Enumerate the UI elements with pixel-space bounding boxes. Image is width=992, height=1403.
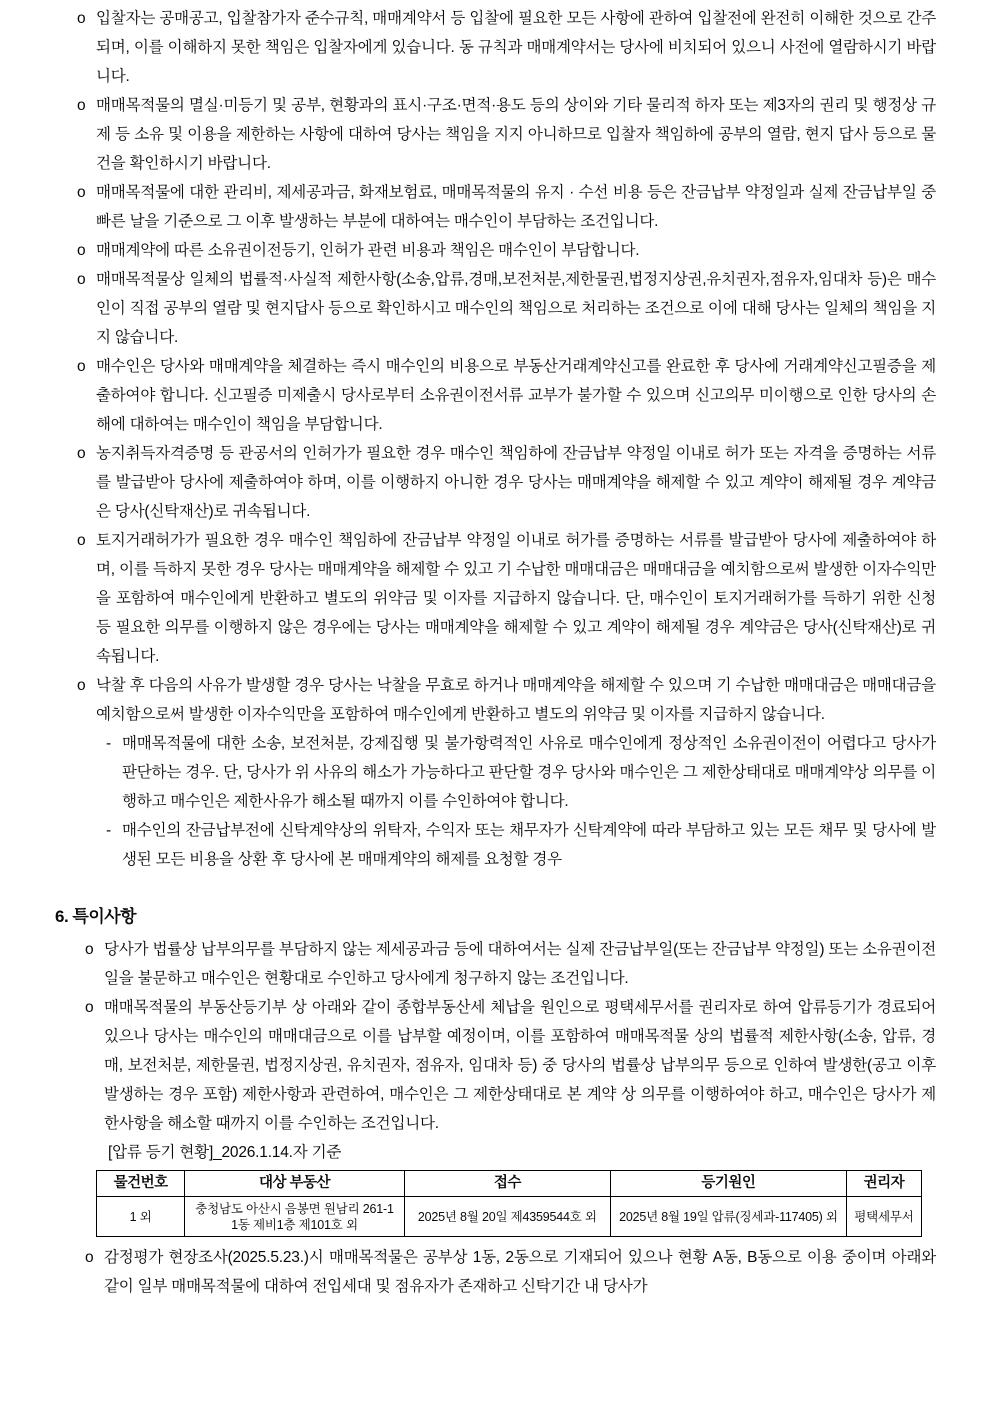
table-header-row — [97, 1171, 922, 1197]
seizure-status-caption: [압류 등기 현황]_2026.1.14.자 기준 — [108, 1144, 342, 1161]
term-item — [75, 526, 936, 671]
bullet-marker: o — [85, 941, 94, 958]
term-text: 당사가 법률상 납부의무를 부담하지 않는 제세공과금 등에 대하여서는 실제 잔금납부일(또는 잔금납부 약정일) 또는 소유권이전일을 불문하고 매수인은 현황대로 수인하고 당사에게 청구하지 않는 조건입니다. — [104, 941, 936, 987]
col-header-registration-cause: 등기원인 — [610, 1171, 846, 1197]
col-header-property: 대상 부동산 — [185, 1171, 404, 1197]
term-text: 매매목적물의 부동산등기부 상 아래와 같이 종합부동산세 체납을 원인으로 평택세무서를 권리자로 하여 압류등기가 경료되어 있으나 당사는 매수인의 매매대금으로 이를 납부할 예정이며, 이를 포함하여 매매목적물 상의 법률적 제한사항(소송, 압류, 경매, 보전처분, 제한물권, 법정지상권, 유치권자, 점유자, 임대차 등) 중 당사의 법률상 납부의무 등으로 인하여 발생한(공고 이후 발생하는 경우 포함) 제한사항과 관련하여, 매수인은 그 제한상태대로 본 계약 상 의무를 이행하여야 하고, 매수인은 당사가 제한사항을 해소할 때까지 이를 수인하는 조건입니다. — [104, 999, 936, 1132]
cell-property: 충청남도 아산시 음봉면 원남리 261-1 1동 제비1층 제101호 외 — [185, 1197, 404, 1237]
term-item — [83, 993, 936, 1138]
term-text: 감정평가 현장조사(2025.5.23.)시 매매목적물은 공부상 1동, 2동으로 기재되어 있으나 현황 A동, B동으로 이용 중이며 아래와 같이 일부 매매목적물에 대하여 전입세대 및 점유자가 존재하고 신탁기간 내 당사가 — [104, 1249, 936, 1295]
bullet-marker: o — [77, 10, 86, 27]
bullet-marker: o — [85, 1249, 94, 1266]
special-terms-list — [83, 935, 936, 1301]
term-subitem — [101, 816, 936, 874]
bullet-marker: o — [77, 358, 86, 375]
term-item — [75, 265, 936, 352]
term-item — [83, 935, 936, 993]
term-text: 매매목적물에 대한 소송, 보전처분, 강제집행 및 불가항력적인 사유로 매수인에게 정상적인 소유권이전이 어렵다고 당사가 판단하는 경우. 단, 당사가 위 사유의 해소가 가능하다고 판단할 경우 당사와 매수인은 그 제한상태대로 매매계약상 의무를 이행하고 매수인은 제한사유가 해소될 때까지 이를 수인하여야 합니다. — [122, 735, 936, 810]
cell-receipt: 2025년 8월 20일 제4359544호 외 — [404, 1197, 610, 1237]
term-text: 농지취득자격증명 등 관공서의 인허가가 필요한 경우 매수인 책임하에 잔금납부 약정일 이내로 허가 또는 자격을 증명하는 서류를 발급받아 당사에 제출하여야 하며, 이를 이행하지 아니한 경우 당사는 매매계약을 해제할 수 있고 계약이 해제될 경우 계약금은 당사(신탁재산)로 귀속됩니다. — [96, 445, 936, 520]
cell-item-no: 1 외 — [97, 1197, 185, 1237]
bullet-marker: o — [77, 242, 86, 259]
bullet-marker: o — [77, 97, 86, 114]
section-heading: 6. 특이사항 — [55, 907, 137, 926]
bullet-marker: o — [77, 532, 86, 549]
term-text: 매수인은 당사와 매매계약을 체결하는 즉시 매수인의 비용으로 부동산거래계약신고를 완료한 후 당사에 거래계약신고필증을 제출하여야 합니다. 신고필증 미제출시 당사로부터 소유권이전서류 교부가 불가할 수 있으며 신고의무 미이행으로 인한 당사의 손해에 대하여는 매수인이 책임을 부담합니다. — [96, 358, 936, 433]
term-text: 매매목적물에 대한 관리비, 제세공과금, 화재보험료, 매매목적물의 유지 · 수선 비용 등은 잔금납부 약정일과 실제 잔금납부일 중 빠른 날을 기준으로 그 이후 발생하는 부분에 대하여는 매수인이 부담하는 조건입니다. — [96, 184, 936, 230]
dash-marker: - — [106, 735, 111, 752]
dash-marker: - — [106, 822, 111, 839]
term-item — [75, 439, 936, 526]
term-item — [75, 236, 936, 265]
term-item — [75, 671, 936, 729]
terms-list — [75, 4, 936, 874]
bullet-marker: o — [77, 445, 86, 462]
term-text: 매수인의 잔금납부전에 신탁계약상의 위탁자, 수익자 또는 채무자가 신탁계약에 따라 부담하고 있는 모든 채무 및 당사에 발생된 모든 비용을 상환 후 당사에 본 매매계약의 해제를 요청할 경우 — [122, 822, 936, 868]
term-text: 토지거래허가가 필요한 경우 매수인 책임하에 잔금납부 약정일 이내로 허가를 증명하는 서류를 발급받아 당사에 제출하여야 하며, 이를 득하지 못한 경우 당사는 매매계약을 해제할 수 있고 기 수납한 매매대금은 매매대금을 예치함으로써 발생한 이자수익만을 포함하여 매수인에게 반환하고 별도의 위약금 및 이자를 지급하지 않습니다. 단, 매수인이 토지거래허가를 득하기 위한 신청 등 필요한 의무를 이행하지 않은 경우에는 당사는 매매계약을 해제할 수 있고 계약이 해제될 경우 계약금은 당사(신탁재산)로 귀속됩니다. — [96, 532, 936, 665]
term-text: 매매목적물의 멸실·미등기 및 공부, 현황과의 표시·구조·면적·용도 등의 상이와 기타 물리적 하자 또는 제3자의 권리 및 행정상 규제 등 소유 및 이용을 제한하는 사항에 대하여 당사는 책임을 지지 아니하므로 입찰자 책임하에 공부의 열람, 현지 답사 등으로 물건을 확인하시기 바랍니다. — [96, 97, 936, 172]
bullet-marker: o — [77, 271, 86, 288]
bullet-marker: o — [77, 184, 86, 201]
seizure-table — [96, 1170, 922, 1237]
col-header-rights-holder: 권리자 — [846, 1171, 921, 1197]
term-text: 매매목적물상 일체의 법률적·사실적 제한사항(소송,압류,경매,보전처분,제한물권,법정지상권,유치권자,점유자,임대차 등)은 매수인이 직접 공부의 열람 및 현지답사 등으로 확인하시고 매수인의 책임으로 처리하는 조건으로 이에 대해 당사는 일체의 책임을 지지 않습니다. — [96, 271, 936, 346]
bullet-marker: o — [85, 999, 94, 1016]
appraisal-note-item — [83, 1243, 936, 1301]
col-header-item-no: 물건번호 — [97, 1171, 185, 1197]
term-text: 입찰자는 공매공고, 입찰참가자 준수규칙, 매매계약서 등 입찰에 필요한 모든 사항에 관하여 입찰전에 완전히 이해한 것으로 간주되며, 이를 이해하지 못한 책임은 입찰자에게 있습니다. 동 규칙과 매매계약서는 당사에 비치되어 있으니 사전에 열람하시기 바랍니다. — [96, 10, 936, 85]
term-subitem — [101, 729, 936, 816]
term-item — [75, 352, 936, 439]
cell-registration-cause: 2025년 8월 19일 압류(징세과-117405) 외 — [610, 1197, 846, 1237]
term-item — [75, 91, 936, 178]
bullet-marker: o — [77, 677, 86, 694]
col-header-receipt: 접수 — [404, 1171, 610, 1197]
term-text: 매매계약에 따른 소유권이전등기, 인허가 관련 비용과 책임은 매수인이 부담합니다. — [96, 242, 640, 259]
cell-rights-holder: 평택세무서 — [846, 1197, 921, 1237]
term-item — [75, 4, 936, 91]
term-text: 낙찰 후 다음의 사유가 발생할 경우 당사는 낙찰을 무효로 하거나 매매계약을 해제할 수 있으며 기 수납한 매매대금은 매매대금을 예치함으로써 발생한 이자수익만을 포함하여 매수인에게 반환하고 별도의 위약금 및 이자를 지급하지 않습니다. — [96, 677, 936, 723]
term-item — [75, 178, 936, 236]
table-row — [97, 1197, 922, 1237]
